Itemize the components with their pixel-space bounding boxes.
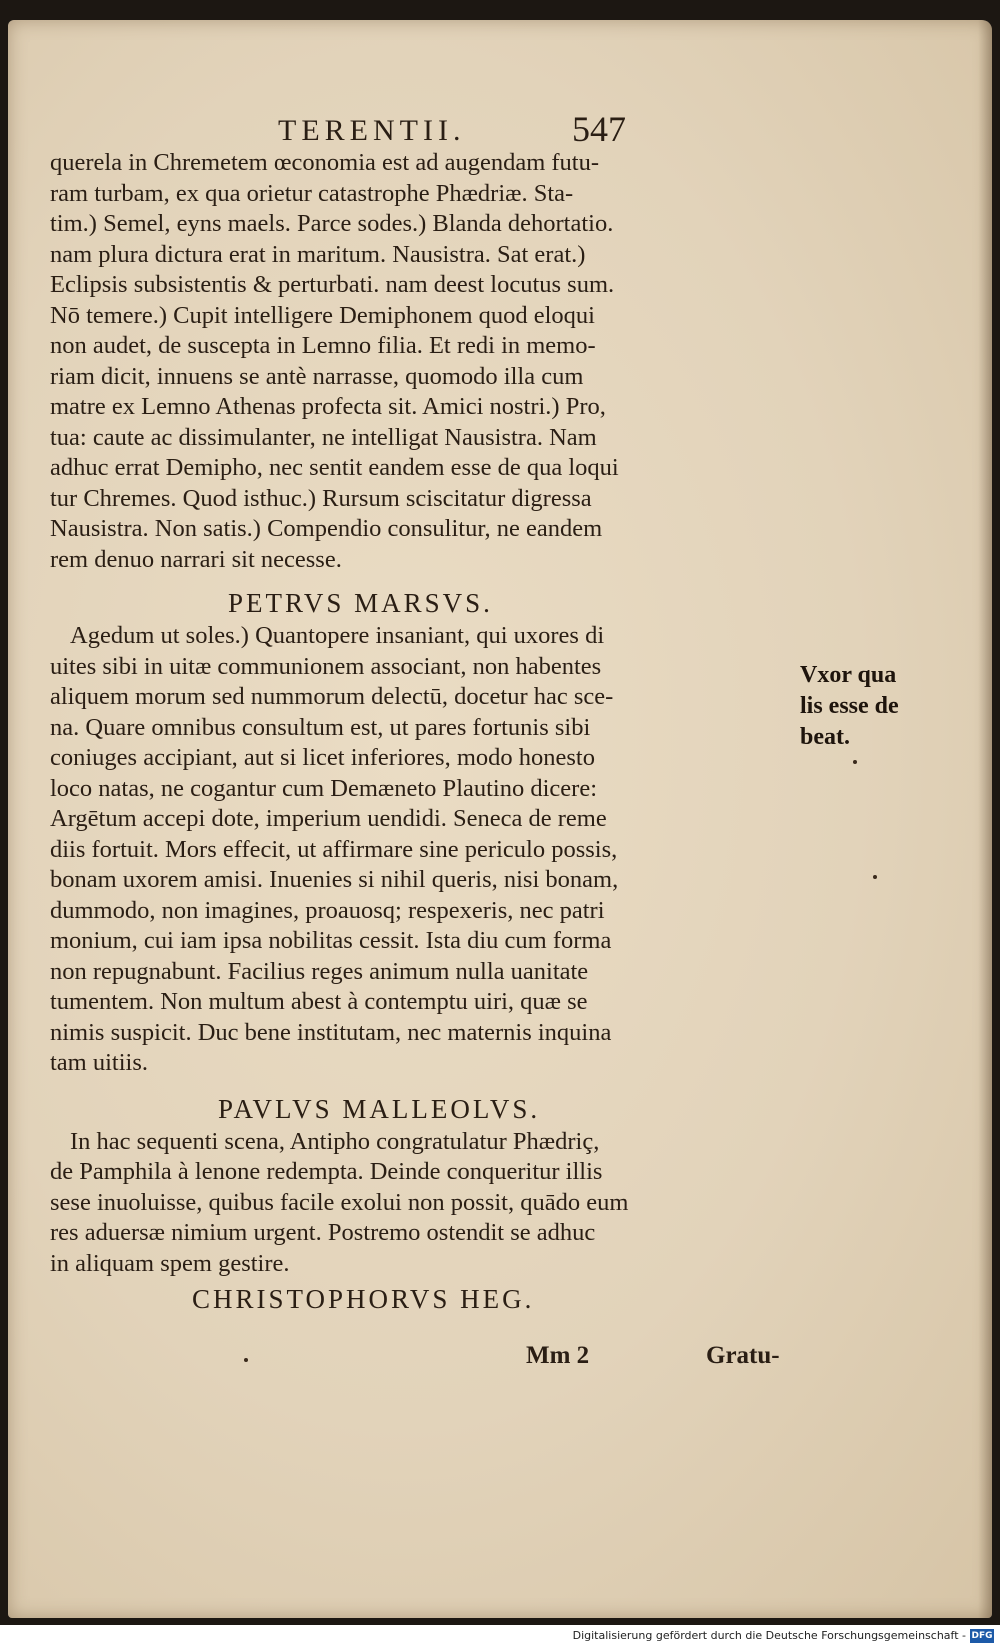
- text-line: tam uitiis.: [50, 1049, 148, 1076]
- text-line: aliquem morum sed nummorum delectū, docetur hac sce-: [50, 683, 614, 710]
- text-line: non audet, de suscepta in Lemno filia. Et redi in memo-: [50, 332, 596, 359]
- ink-speck: [853, 760, 857, 764]
- text-line: bonam uxorem amisi. Inuenies si nihil queris, nisi bonam,: [50, 866, 619, 893]
- text-line: Agedum ut soles.) Quantopere insaniant, qui uxores di: [70, 622, 605, 649]
- text-line: nimis suspicit. Duc bene institutam, nec maternis inquina: [50, 1018, 612, 1046]
- text-block: [50, 106, 790, 1317]
- text-line: Nausistra. Non satis.) Compendio consulitur, ne eandem: [50, 515, 603, 542]
- paragraph-malleolus: [50, 1127, 790, 1280]
- text-line: Eclipsis subsistentis & perturbati. nam deest locutus sum.: [50, 271, 615, 298]
- text-line: in aliquam spem gestire.: [50, 1249, 290, 1277]
- ink-speck: [244, 1358, 248, 1362]
- catchword: Gratu-: [706, 1342, 780, 1369]
- text-line: riam dicit, innuens se antè narrasse, quomodo illa cum: [50, 362, 584, 390]
- page-edge-shadow: [978, 20, 992, 1618]
- text-line: non repugnabunt. Facilius reges animum nulla uanitate: [50, 957, 589, 985]
- text-line: diis fortuit. Mors effecit, ut affirmare sine periculo possis,: [50, 835, 618, 863]
- text-line: de Pamphila à lenone redempta. Deinde conqueritur illis: [50, 1158, 603, 1185]
- dfg-logo: DFG: [971, 1631, 993, 1641]
- credit-bar: [0, 1625, 1000, 1647]
- paragraph-marsus: [50, 621, 790, 1079]
- text-line: adhuc errat Demipho, nec sentit eandem esse de qua loqui: [50, 454, 619, 481]
- text-line: Nō temere.) Cupit intelligere Demiphonem quod eloqui: [50, 301, 595, 329]
- text-line: nam plura dictura erat in maritum. Nausistra. Sat erat.): [50, 240, 586, 268]
- page-number: 547: [572, 109, 626, 149]
- section-heading-christophorus-heg: CHRISTOPHORVS HEG.: [192, 1284, 535, 1314]
- text-line: loco natas, ne cogantur cum Demæneto Plautino dicere:: [50, 774, 598, 802]
- text-line: uites sibi in uitæ communionem associant, non habentes: [50, 652, 602, 680]
- text-line: res aduersæ nimium urgent. Postremo ostendit se adhuc: [50, 1219, 596, 1246]
- book-page: [8, 20, 992, 1618]
- ink-speck: [873, 875, 877, 879]
- text-line: tumentem. Non multum abest à contemptu uiri, quæ se: [50, 988, 588, 1015]
- text-line: tua: caute ac dissimulanter, ne intelligat Nausistra. Nam: [50, 423, 597, 451]
- marginal-note: [800, 660, 930, 753]
- running-title: TERENTII.: [278, 114, 466, 147]
- section-heading-petrus-marsus: PETRVS MARSVS.: [228, 588, 493, 618]
- signature-mark: Mm 2: [526, 1342, 590, 1369]
- marginal-note-line: Vxor qua: [800, 662, 897, 688]
- paragraph-commentary: [50, 148, 790, 575]
- marginal-note-line: lis esse de: [800, 693, 899, 719]
- text-line: rem denuo narrari sit necesse.: [50, 545, 342, 573]
- credit-text: Digitalisierung gefördert durch die Deutsche Forschungsgemeinschaft -: [572, 1629, 966, 1642]
- text-line: matre ex Lemno Athenas profecta sit. Amici nostri.) Pro,: [50, 393, 606, 420]
- section-heading-paulus-malleolus: PAVLVS MALLEOLVS.: [218, 1093, 541, 1124]
- text-line: In hac sequenti scena, Antipho congratulatur Phædriç,: [70, 1127, 600, 1155]
- text-line: dummodo, non imagines, proauosq; respexeris, nec patri: [50, 896, 605, 924]
- text-line: ram turbam, ex qua orietur catastrophe Phædriæ. Sta-: [50, 179, 574, 207]
- text-line: tim.) Semel, eyns maels. Parce sodes.) Blanda dehortatio.: [50, 210, 614, 237]
- text-line: tur Chremes. Quod isthuc.) Rursum sciscitatur digressa: [50, 484, 592, 512]
- marginal-note-line: beat.: [800, 724, 850, 750]
- text-line: querela in Chremetem œconomia est ad augendam futu-: [50, 149, 600, 176]
- text-line: sese inuoluisse, quibus facile exolui non possit, quādo eum: [50, 1188, 629, 1216]
- text-line: na. Quare omnibus consultum est, ut pares fortunis sibi: [50, 713, 591, 741]
- running-head: [50, 106, 790, 148]
- text-line: Argētum accepi dote, imperium uendidi. Seneca de reme: [50, 805, 607, 832]
- text-line: monium, cui iam ipsa nobilitas cessit. Ista diu cum forma: [50, 927, 612, 954]
- text-line: coniuges accipiant, aut si licet inferiores, modo honesto: [50, 744, 595, 771]
